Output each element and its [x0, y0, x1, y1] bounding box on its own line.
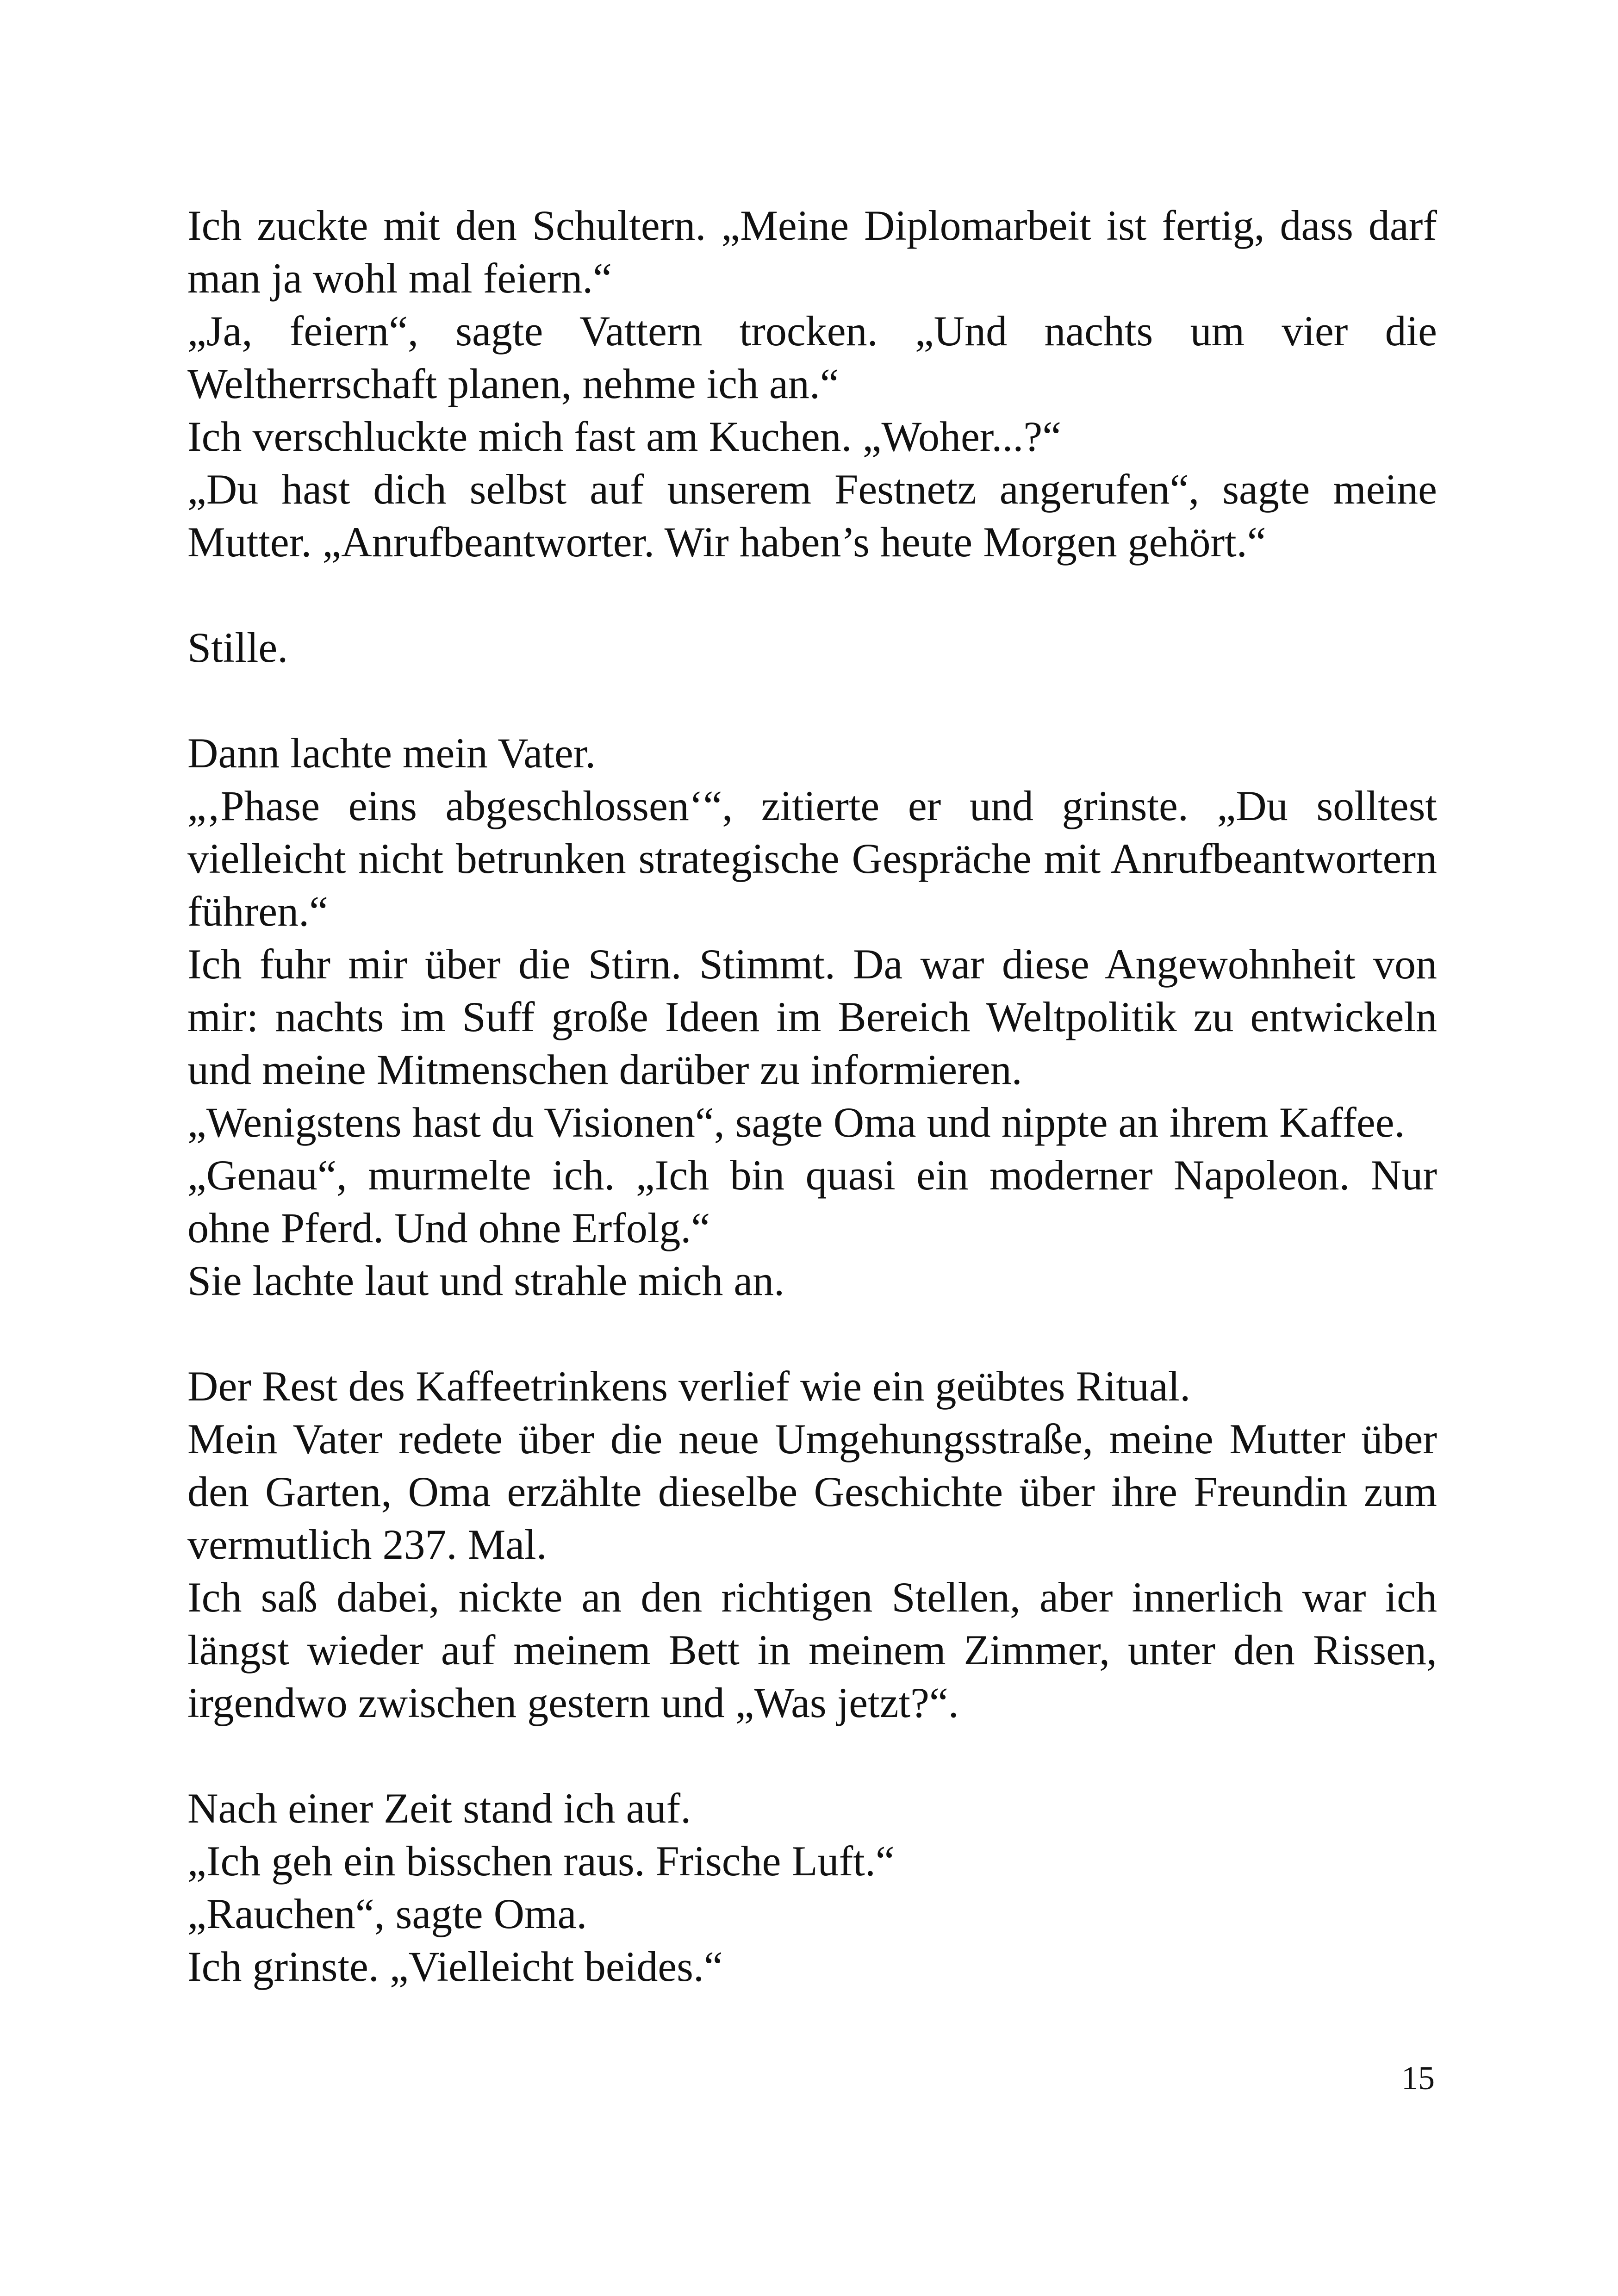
text-paragraph: „‚Phase eins abgeschlossen‘“, zitierte er und grinste. „Du solltest vielleicht nicht betrunken strategische Gespräche mit Anrufbeantwortern führen.“ — [187, 782, 1437, 935]
text-paragraph: Mein Vater redete über die neue Umgehungsstraße, meine Mutter über den Garten, Oma erzählte dieselbe Geschichte über ihre Freundin zum vermutlich 237. Mal. — [187, 1415, 1437, 1568]
text-paragraph: Ich grinste. „Vielleicht beides.“ — [187, 1943, 723, 1990]
text-paragraph: Der Rest des Kaffeetrinkens verlief wie ein geübtes Ritual. — [187, 1363, 1191, 1410]
text-paragraph: „Wenigstens hast du Visionen“, sagte Oma und nippte an ihrem Kaffee. — [187, 1099, 1405, 1146]
text-paragraph: Ich zuckte mit den Schultern. „Meine Diplomarbeit ist fertig, dass darf man ja wohl mal feiern.“ — [187, 202, 1437, 302]
text-paragraph: Nach einer Zeit stand ich auf. — [187, 1785, 691, 1832]
text-paragraph: Dann lachte mein Vater. — [187, 729, 596, 777]
text-paragraph: Ich fuhr mir über die Stirn. Stimmt. Da war diese Angewohnheit von mir: nachts im Suff große Ideen im Bereich Weltpolitik zu entwickeln und meine Mitmenschen darüber zu informieren. — [187, 940, 1437, 1093]
text-paragraph: Ich saß dabei, nickte an den richtigen Stellen, aber innerlich war ich längst wieder auf meinem Bett in meinem Zimmer, unter den Rissen, irgendwo zwischen gestern und „Was jetzt?“. — [187, 1574, 1437, 1726]
paragraph-gap — [187, 674, 1437, 727]
text-paragraph: „Rauchen“, sagte Oma. — [187, 1890, 587, 1937]
text-paragraph: Ich verschluckte mich fast am Kuchen. „Woher...?“ — [187, 413, 1062, 460]
text-paragraph: Sie lachte laut und strahle mich an. — [187, 1257, 785, 1304]
text-paragraph: „Genau“, murmelte ich. „Ich bin quasi ein moderner Napoleon. Nur ohne Pferd. Und ohne Erfolg.“ — [187, 1151, 1437, 1251]
text-paragraph: „Ja, feiern“, sagte Vattern trocken. „Und nachts um vier die Weltherrschaft planen, nehme ich an.“ — [187, 307, 1437, 407]
text-paragraph: „Du hast dich selbst auf unserem Festnetz angerufen“, sagte meine Mutter. „Anrufbeantworter. Wir haben’s heute Morgen gehört.“ — [187, 466, 1437, 566]
paragraph-gap — [187, 1729, 1437, 1782]
paragraph-gap — [187, 568, 1437, 621]
paragraph-gap — [187, 1307, 1437, 1360]
text-paragraph: Stille. — [187, 624, 288, 671]
text-paragraph: „Ich geh ein bisschen raus. Frische Luft.“ — [187, 1837, 895, 1885]
page-number: 15 — [1401, 2060, 1435, 2097]
body-text — [187, 199, 1437, 1993]
